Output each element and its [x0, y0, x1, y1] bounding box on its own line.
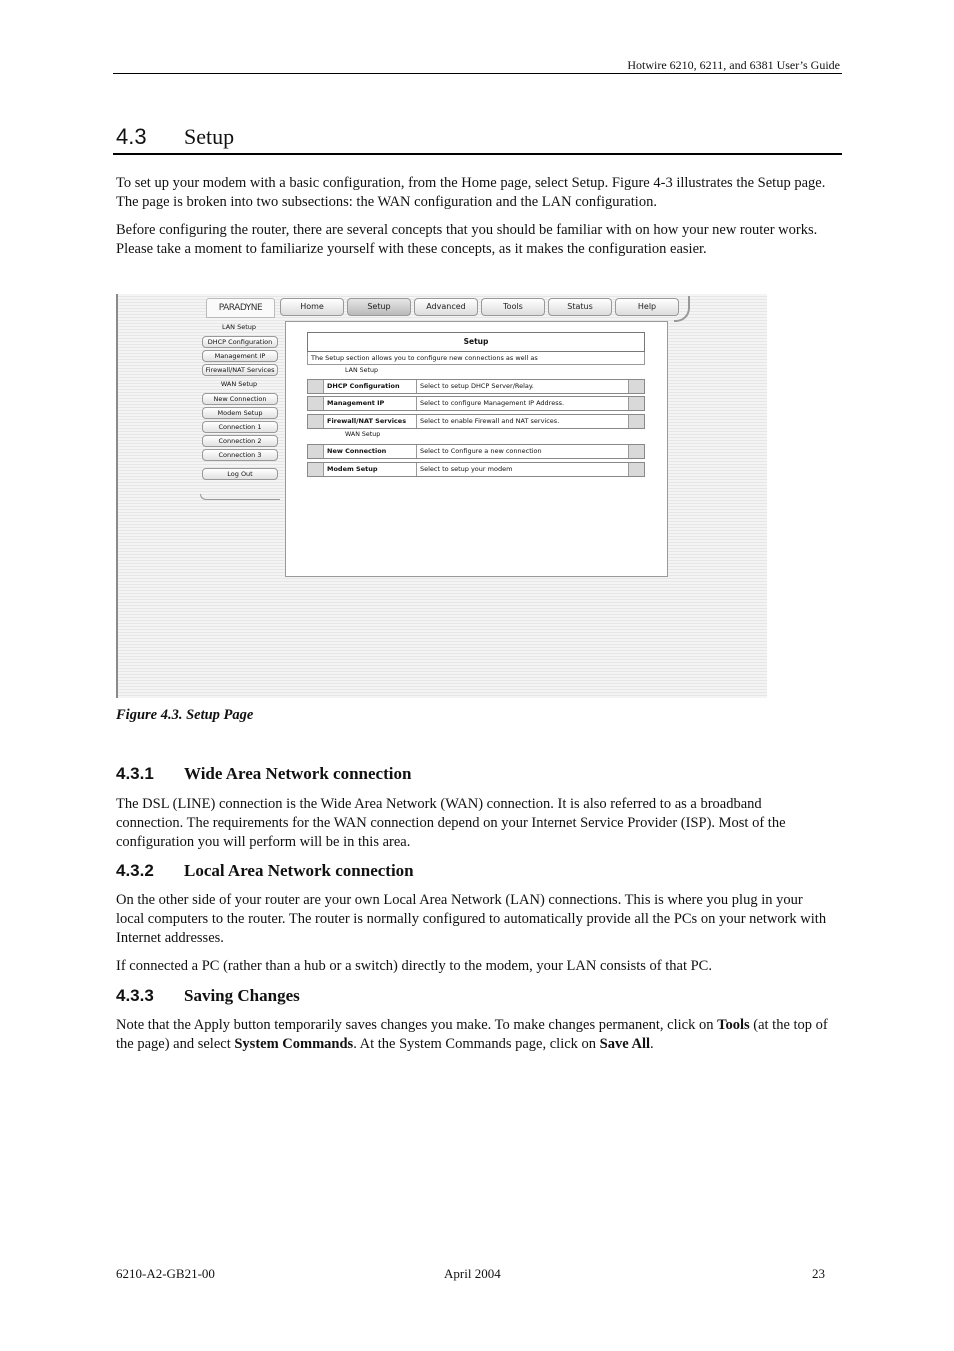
subsection-title-text: Saving Changes — [184, 986, 300, 1005]
sidebar-item-management-ip[interactable]: Management IP — [202, 350, 278, 362]
intro-paragraph-1: To set up your modem with a basic configuration, from the Home page, select Setup. Figure 4-3 illustrates the Setup page. The page is broken into two subsections: the WAN configuration and the LAN configuration. — [116, 175, 826, 210]
row-name-firewall[interactable]: Firewall/NAT Services — [324, 415, 417, 428]
running-header: Hotwire 6210, 6211, and 6381 User’s Guide — [627, 58, 840, 72]
section-rule — [113, 153, 842, 155]
intro-paragraph-2: Before configuring the router, there are several concepts that you should be familiar with on how your new router works. Please take a moment to familiarize yourself with these concepts, as it makes the configuration easier. — [116, 222, 818, 257]
section-title-text: Setup — [184, 124, 235, 149]
row-desc-dhcp: Select to setup DHCP Server/Relay. — [420, 382, 534, 390]
tab-setup[interactable]: Setup — [347, 298, 411, 316]
subsection-title-saving — [116, 986, 300, 1006]
subsection-number: 4.3.1 — [116, 764, 154, 783]
tab-advanced[interactable]: Advanced — [414, 298, 478, 316]
sidebar-item-new-connection[interactable]: New Connection — [202, 393, 278, 405]
footer-doc-number: 6210-A2-GB21-00 — [116, 1266, 215, 1281]
subsection-title-text: Local Area Network connection — [184, 861, 414, 880]
sidebar-heading-lan: LAN Setup — [221, 323, 257, 331]
tab-home[interactable]: Home — [280, 298, 344, 316]
row-desc-firewall: Select to enable Firewall and NAT services. — [420, 417, 560, 425]
setup-sidebar — [198, 320, 284, 496]
row-name-management-ip[interactable]: Management IP — [324, 397, 417, 410]
table-row — [307, 444, 645, 459]
subsection-number: 4.3.3 — [116, 986, 154, 1005]
table-row — [307, 462, 645, 477]
sidebar-item-dhcp-configuration[interactable]: DHCP Configuration — [202, 336, 278, 348]
setup-page-screenshot — [116, 294, 767, 698]
row-name-new-connection[interactable]: New Connection — [324, 445, 417, 458]
sidebar-item-connection-3[interactable]: Connection 3 — [202, 449, 278, 461]
table-row — [307, 379, 645, 394]
row-name-modem-setup[interactable]: Modem Setup — [324, 463, 417, 476]
row-desc-modem-setup: Select to setup your modem — [420, 465, 513, 473]
footer-page-number: 23 — [812, 1266, 825, 1281]
tab-help[interactable]: Help — [615, 298, 679, 316]
lan-paragraph-2: If connected a PC (rather than a hub or a switch) directly to the modem, your LAN consists of that PC. — [116, 958, 712, 974]
tabs-corner-decoration — [674, 296, 690, 322]
system-commands-emphasis: System Commands — [234, 1036, 354, 1052]
subsection-number: 4.3.2 — [116, 861, 154, 880]
figure-caption: Figure 4.3. Setup Page — [116, 707, 254, 723]
wan-paragraph: The DSL (LINE) connection is the Wide Area Network (WAN) connection. It is also referred to as a broadband connection. The requirements for the WAN connection depend on your Internet Service Provider (ISP). Most of the configuration you will perform will be in this area. — [116, 796, 786, 850]
tools-emphasis: Tools — [717, 1017, 750, 1033]
row-desc-management-ip: Select to configure Management IP Address. — [420, 399, 565, 407]
sidebar-item-modem-setup[interactable]: Modem Setup — [202, 407, 278, 419]
footer-date: April 2004 — [444, 1266, 501, 1281]
setup-table-wan-label: WAN Setup — [345, 431, 381, 438]
subsection-title-lan — [116, 861, 414, 881]
tab-tools[interactable]: Tools — [481, 298, 545, 316]
saving-paragraph: Note that the Apply button temporarily saves changes you make. To make changes permanent, click on Tools (at the top of the page) and select System Commands. At the System Commands page, click on Save All. — [116, 1017, 828, 1052]
row-name-dhcp[interactable]: DHCP Configuration — [324, 380, 417, 393]
tab-status[interactable]: Status — [548, 298, 612, 316]
setup-table-intro: The Setup section allows you to configure new connections as well as — [307, 352, 645, 365]
sidebar-item-connection-1[interactable]: Connection 1 — [202, 421, 278, 433]
lan-paragraph-1: On the other side of your router are your own Local Area Network (LAN) connections. This is where you plug in your local computers to the router. The router is normally configured to automatically provide all the PCs on your network with Internet addresses. — [116, 892, 827, 946]
section-title — [116, 124, 234, 150]
header-rule — [113, 73, 842, 74]
nav-tabs — [278, 298, 688, 318]
sidebar-heading-wan: WAN Setup — [220, 380, 258, 388]
logout-button[interactable]: Log Out — [202, 468, 278, 480]
sidebar-item-connection-2[interactable]: Connection 2 — [202, 435, 278, 447]
save-all-emphasis: Save All — [599, 1036, 651, 1052]
table-row — [307, 396, 645, 411]
subsection-title-wan — [116, 764, 411, 784]
paradyne-logo: PARADYNE — [206, 298, 275, 318]
table-row — [307, 414, 645, 429]
section-number: 4.3 — [116, 124, 147, 149]
sidebar-item-firewall-nat[interactable]: Firewall/NAT Services — [202, 364, 278, 376]
subsection-title-text: Wide Area Network connection — [184, 764, 412, 783]
row-desc-new-connection: Select to Configure a new connection — [420, 447, 542, 455]
sidebar-bottom-curve — [200, 494, 280, 500]
setup-table-lan-label: LAN Setup — [345, 367, 379, 374]
setup-table-title: Setup — [307, 332, 645, 352]
